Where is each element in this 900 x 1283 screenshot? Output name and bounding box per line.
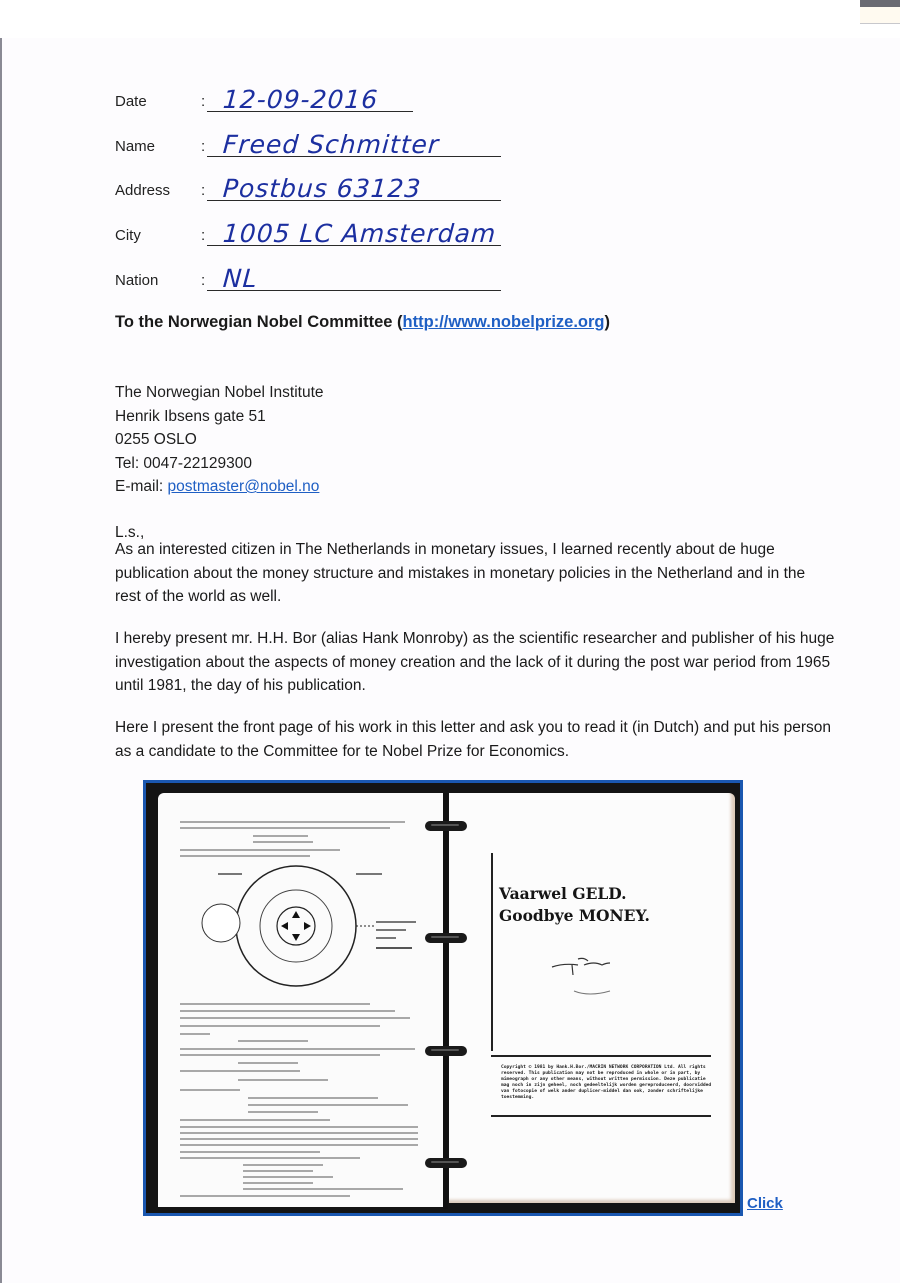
cover-rule-bottom: [491, 1115, 711, 1117]
heading-close: ): [604, 313, 611, 331]
heading-text: To the Norwegian Nobel Committee (: [115, 313, 403, 331]
field-colon: :: [201, 138, 206, 155]
text-line: [243, 1176, 333, 1178]
click-link[interactable]: Click: [747, 1195, 783, 1212]
text-line: [180, 849, 340, 851]
text-line: [180, 1195, 350, 1197]
paragraph-1: As an interested citizen in The Netherlands in monetary issues, I learned recently about de huge publication about the money structure and mistakes in monetary policies in the Netherland and in the rest of the world as well.: [115, 541, 806, 605]
field-colon: :: [201, 182, 206, 199]
book-scan-image: [143, 780, 743, 1216]
recipient-institute: The Norwegian Nobel Institute: [115, 384, 324, 401]
recipient-city: 0255 OSLO: [115, 431, 197, 448]
text-line: [180, 1033, 210, 1035]
field-address: [115, 171, 515, 201]
text-line: [180, 827, 390, 829]
text-line: [180, 1048, 415, 1050]
handwritten-name: Freed Schmitter: [221, 130, 441, 159]
field-name: [115, 127, 515, 157]
field-label: Date: [115, 93, 147, 110]
text-line: [180, 1017, 410, 1019]
binder-ring: [425, 933, 467, 943]
email-label: E-mail:: [115, 478, 168, 495]
recipient-tel: Tel: 0047-22129300: [115, 454, 253, 472]
scan-edge-strip: [860, 0, 900, 7]
binder-ring: [425, 1158, 467, 1168]
paragraph-2: I hereby present mr. H.H. Bor (alias Hank Monroby) as the scientific researcher and publisher of his huge investigation about the aspects of money creation and the lack of it during the post war period from 1965 until 1981, the day of his publication.: [115, 630, 835, 694]
text-line: [253, 835, 308, 837]
field-label: Address: [115, 182, 171, 199]
recipient-email-row: [115, 475, 324, 499]
field-date: [115, 82, 515, 112]
field-city: [115, 216, 515, 246]
book-title: [499, 883, 650, 927]
text-line: [180, 1157, 360, 1159]
text-line: [248, 1097, 378, 1099]
text-line: [180, 1126, 418, 1128]
book-title-english: Goodbye MONEY.: [499, 906, 650, 925]
book-title-dutch: Vaarwel GELD.: [499, 884, 627, 903]
text-line: [243, 1164, 323, 1166]
binder-background: [146, 783, 740, 1213]
email-link[interactable]: postmaster@nobel.no: [167, 478, 320, 495]
text-line: [180, 1003, 370, 1005]
recipient-address: [115, 381, 324, 499]
binder-ring: [425, 821, 467, 831]
text-line: [180, 1144, 418, 1146]
book-cover-page: [449, 793, 735, 1203]
text-line: [243, 1188, 403, 1190]
text-line: [180, 855, 310, 857]
field-label: Nation: [115, 272, 159, 289]
paragraph-3: Here I present the front page of his work in this letter and ask you to read it (in Dutch) and put his person as a candidate to the Committee for te Nobel Prize for Economics.: [115, 719, 831, 760]
text-line: [180, 1070, 300, 1072]
text-line: [248, 1104, 408, 1106]
text-line: [248, 1111, 318, 1113]
field-nation: [115, 261, 515, 291]
book-left-page: [158, 793, 445, 1207]
handwritten-address: Postbus 63123: [221, 174, 423, 203]
handwritten-city: 1005 LC Amsterdam: [221, 219, 498, 248]
field-colon: :: [201, 227, 206, 244]
field-label: Name: [115, 138, 156, 155]
text-line: [238, 1079, 328, 1081]
salutation: L.s.,: [115, 524, 145, 541]
text-line: [180, 1010, 395, 1012]
text-line: [180, 1138, 418, 1140]
text-line: [180, 1151, 320, 1153]
scan-edge-strip-paper: [860, 7, 900, 24]
handwritten-date: 12-09-2016: [221, 85, 380, 114]
text-line: [238, 1062, 298, 1064]
binder-ring: [425, 1046, 467, 1056]
field-colon: :: [201, 93, 206, 110]
nobelprize-link[interactable]: http://www.nobelprize.org: [402, 313, 605, 331]
field-colon: :: [201, 272, 206, 289]
recipient-street: Henrik Ibsens gate 51: [115, 407, 266, 425]
text-line: [180, 821, 405, 823]
author-signature: [544, 951, 624, 1001]
binder-spine: [443, 793, 448, 1209]
text-line: [243, 1170, 313, 1172]
copyright-notice: Copyright © 1981 by Hank.H.Bor./MACRIN NETWORK CORPORATION Ltd. All rights reserved. This publication may not be reproduced in whole or in part, by mimeograph or any other means, without written permission. Deze publicatie mag noch in zijn geheel, noch gedeeltelijk worden gereproduceerd, doorvidded van fotocopie of welk ander duplicer-middel dan ook, zonder schriftelijke toestemming.: [501, 1065, 712, 1100]
text-line: [180, 1132, 418, 1134]
text-line: [253, 841, 313, 843]
handwritten-nation: NL: [221, 264, 259, 293]
text-line: [180, 1119, 330, 1121]
text-line: [180, 1054, 380, 1056]
text-line: [180, 1025, 380, 1027]
cover-rule-top: [491, 1055, 711, 1057]
field-label: City: [115, 227, 141, 244]
text-line: [238, 1040, 308, 1042]
cover-vertical-rule: [491, 853, 493, 1051]
text-line: [243, 1182, 313, 1184]
money-circuit-diagram: [178, 863, 428, 993]
text-line: [180, 1089, 240, 1091]
letter-heading: [115, 313, 610, 332]
